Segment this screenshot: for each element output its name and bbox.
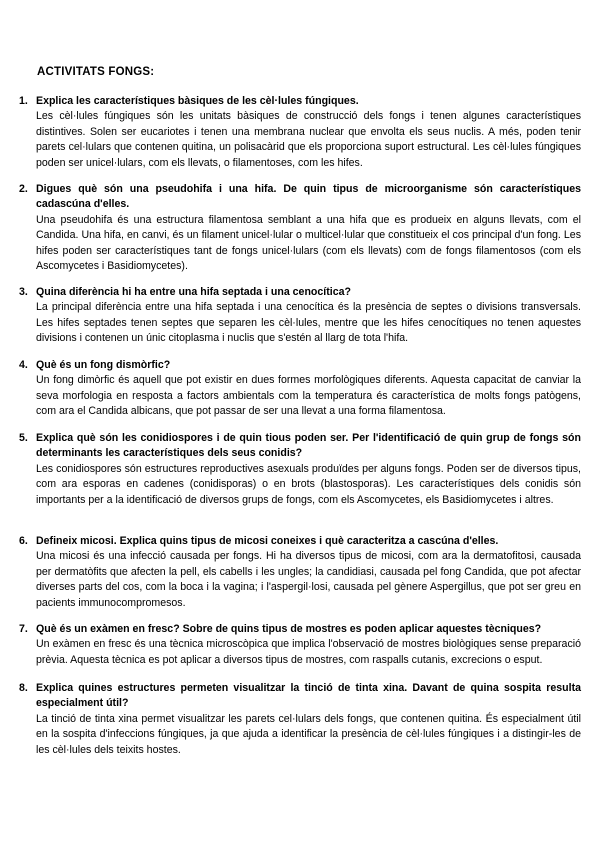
question-item-5 [19,431,581,508]
question-item-4 [19,358,581,420]
question-item-1 [19,94,581,171]
question-text: Explica quines estructures permeten visualitzar la tinció de tinta xina. Davant de quina sospita resulta especialment útil? [36,682,581,710]
answer-text: Una micosi és una infecció causada per fongs. Hi ha diversos tipus de micosi, com ara la dermatofitosi, causada per dermatòfits que afecten la pell, els cabells i les ungles; la candidiasi, causada pel fong Candida, que pot afectar diverses parts del cos, com la boca i la vagina; i l'aspergil·losi, causada pel gènere Aspergillus, que pot ser greu en pacients immunocompromesos. [36,550,581,609]
answer-text: Una pseudohifa és una estructura filamentosa semblant a una hifa que es produeix en alguns llevats, com el Candida. Una hifa, en canvi, és un filament unicel·lular o multicel·lular que constitueix el cos principal d'un fong. Les hifes poden ser característiques tant de fongs unicel·lulars (com els llevats) com de fongs filamentosos (com els Ascomycetes i Basidiomycetes). [36,213,581,273]
question-item-7 [19,622,581,668]
question-text: Defineix micosi. Explica quins tipus de micosi coneixes i què caracteritza a cascúna d'elles. [36,535,499,547]
question-text: Què és un fong dismòrfic? [36,359,171,371]
answer-text: Un exàmen en fresc és una tècnica microscòpica que implica l'observació de mostres biològiques sense preparació prèvia. Aquesta tècnica es pot aplicar a diversos tipus de mostres, com raspalls cutanis, excrecions o esput. [36,638,581,666]
question-item-8 [19,681,581,758]
answer-text: Les cèl·lules fúngiques són les unitats bàsiques de construcció dels fongs i tenen algunes característiques distintives. Solen ser eucariotes i tenen una membrana nuclear que envolta els seus nuclis. A més, poden tenir parets cel·lulars que contenen quitina, un polisacàrid que els proporciona suport estructural. Les cèl·lules fúngiques poden ser unicel·lulars, com els llevats, o filamentoses, com les hifes. [36,110,581,169]
question-text: Què és un exàmen en fresc? Sobre de quins tipus de mostres es poden aplicar aquestes tècniques? [36,623,542,635]
question-number: 7. [19,623,28,635]
question-number: 1. [19,95,28,107]
question-number: 3. [19,286,28,298]
question-text: Digues què són una pseudohifa i una hifa. De quin tipus de microorganisme són característiques cadascúna d'elles. [36,183,581,211]
answer-text: Un fong dimòrfic és aquell que pot existir en dues formes morfològiques diferents. Aquesta capacitat de canviar la seva morfologia en resposta a factors ambientals com la temperatura és característica de molts fongs patògens, com ara el Candida albicans, que pot passar de ser una llevat a una forma filamentosa. [36,374,581,418]
question-text: Explica què són les conidiospores i de quin tious poden ser. Per l'identificació de quin grup de fongs són determinants les característiques dels seus conidis? [36,432,581,460]
question-item-3 [19,285,581,347]
question-number: 4. [19,359,28,371]
question-text: Explica les característiques bàsiques de les cèl·lules fúngiques. [36,95,359,107]
question-item-6 [19,534,581,611]
document-title: ACTIVITATS FONGS: [37,66,155,78]
answer-text: Les conidiospores són estructures reproductives asexuals produïdes per alguns fongs. Poden ser de diversos tipus, com ara esporas en cadenes (conidisporas) o en brots (blastosporas). Les característiques dels conidis són importants per a la identificació de diversos grups de fongs, com els Ascomycetes, els Basidiomycetes i altres. [36,462,581,506]
question-number: 8. [19,682,28,694]
question-number: 6. [19,535,28,547]
question-item-2 [19,182,581,274]
question-text: Quina diferència hi ha entre una hifa septada i una cenocítica? [36,286,351,298]
answer-text: La tinció de tinta xina permet visualitzar les parets cel·lulars dels fongs, que contenen quitina. És especialment útil en la sospita d'infeccions fúngiques, ja que ajuda a identificar la presència de cèl·lules fúngiques i a distingir-les de les cèl·lules dels teixits hostes. [36,712,581,756]
question-number: 2. [19,183,28,195]
question-number: 5. [19,432,28,444]
answer-text: La principal diferència entre una hifa septada i una cenocítica és la presència de septes o divisions transversals. Les hifes septades tenen septes que separen les cèl·lules, mentre que les hifes cenocítiques no tenen aquestes divisions i contenen un únic citoplasma i nuclis que s'estén al llarg de tota l'hifa. [36,301,581,345]
